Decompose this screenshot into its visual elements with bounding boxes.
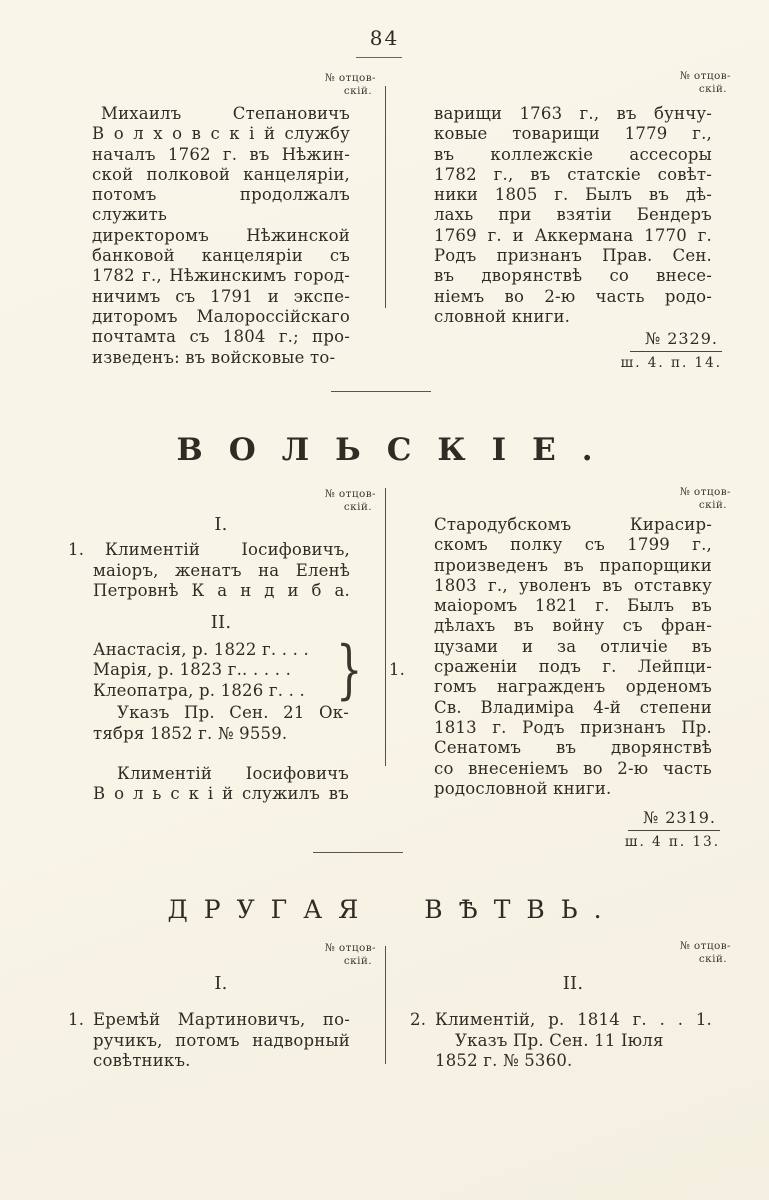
text-line: ручикъ, потомъ надворный (93, 1030, 350, 1050)
text-line: варищи 1763 г., въ бунчу- (434, 104, 712, 123)
col-header-right-1 (627, 70, 731, 95)
text-line: совѣтникъ. (93, 1050, 191, 1070)
text-line: банковой канцеляріи съ (92, 246, 350, 266)
text-line: скомъ полку съ 1799 г., (434, 535, 712, 555)
text-line: Еремѣй Мартиновичъ, по- (93, 1010, 350, 1030)
text-line: 1813 г. Родъ признанъ Пр. (434, 717, 712, 737)
text-line: началъ 1762 г. въ Нѣжин- (92, 144, 350, 164)
col-header-line1: № отцов- (324, 488, 376, 500)
text-line: Петровнѣ К а н д и б а. (93, 580, 350, 600)
text-line: Св. Владиміра 4-й степени (434, 697, 712, 717)
generation-heading-1: I. (214, 514, 228, 535)
person-number: 1. (68, 540, 85, 560)
text-line: 1769 г. и Аккермана 1770 г. (434, 225, 712, 245)
text-line: гомъ награжденъ орденомъ (434, 677, 712, 697)
volsky-left-column (68, 514, 406, 805)
record-number: № 2329. (644, 329, 718, 348)
text-line: Климентій Іосифовичъ, (105, 540, 350, 560)
text-line: въ коллежскіе ассесоры (434, 144, 712, 164)
generation-heading-II: II. (562, 973, 584, 994)
text-line: со внесеніемъ во 2-ю часть (434, 758, 712, 778)
record-code: ш. 4 п. 13. (624, 834, 720, 850)
col-header-left-2 (272, 488, 376, 513)
text-line: 1852 г. № 5360. (435, 1050, 573, 1070)
text-line: произведенъ въ прапорщики (434, 555, 712, 575)
person-text (93, 540, 350, 601)
person-number: 1. (68, 1010, 85, 1030)
person-entry-eremey (68, 1010, 350, 1071)
text-line: 1782 г., Нѣжинскимъ город- (92, 266, 350, 286)
brace-icon: } (336, 633, 363, 708)
generation-heading-2: II. (210, 612, 232, 634)
text-line: ской полковой канцеляріи, (92, 164, 350, 184)
col-header-line1: № отцов- (679, 486, 731, 498)
col-header-left-3 (272, 942, 376, 967)
col-header-line2: скій. (698, 952, 727, 965)
text-line: Стародубскомъ Кирасир- (434, 515, 712, 534)
text-line: ковые товарищи 1779 г., (434, 124, 712, 144)
text-line: лахь при взятіи Бендеръ (434, 205, 712, 225)
text-line: Климентій, р. 1814 г. . . 1. (435, 1010, 712, 1030)
branch-heading: ДРУГАЯ ВѢТВЬ. (167, 895, 618, 924)
text-line: родословной книги. (434, 778, 612, 798)
record-number: № 2319. (642, 808, 716, 827)
text-line: ники 1805 г. Былъ въ дѣ- (434, 185, 712, 205)
text-line: тября 1852 г. № 9559. (93, 723, 288, 743)
family-heading-volskie: ВОЛЬСКІЕ. (176, 432, 619, 468)
section-divider-rule-1 (331, 391, 431, 392)
text-line: Анастасія, р. 1822 г. . . . (93, 640, 310, 660)
col-header-left-1 (272, 72, 376, 97)
page-number-rule (356, 57, 402, 58)
text-line: почтамта съ 1804 г.; про- (92, 327, 350, 347)
page-number: 84 (369, 26, 400, 50)
col-header-line2: скій. (698, 82, 727, 95)
person-number: 2. (410, 1010, 427, 1030)
paragraph-volkhovsky-right (434, 104, 712, 327)
text-line: цузами и за отличіе въ (434, 636, 712, 656)
text-line: въ дворянствѣ со внесе- (434, 266, 712, 286)
text-line: маіоромъ 1821 г. Былъ въ (434, 596, 712, 616)
text-line: ніемъ во 2-ю часть родо- (434, 286, 712, 306)
branch-left-column (68, 974, 350, 1071)
father-reference: 1. (388, 660, 406, 680)
col-header-right-3 (627, 940, 731, 965)
col-header-line2: скій. (343, 954, 372, 967)
record-ref-2319 (596, 808, 720, 850)
text-line: 1782 г., въ статскіе совѣт- (434, 164, 712, 184)
person-text (93, 1010, 350, 1071)
paragraph-volsky-right (434, 515, 712, 799)
text-line: потомъ продолжалъ служить (92, 185, 350, 225)
decree-text (93, 703, 349, 744)
record-code: ш. 4. п. 14. (620, 355, 722, 371)
text-line: дѣлахъ въ войну съ фран- (434, 616, 712, 636)
col-header-line2: скій. (698, 498, 727, 511)
text-line: ничимъ съ 1791 и экспе- (92, 286, 350, 306)
paragraph-volkhovsky-left (92, 104, 350, 368)
text-line: Михаилъ Степановичъ (101, 104, 350, 123)
text-line: Сенатомъ въ дворянствѣ (434, 738, 712, 758)
column-divider-3 (385, 946, 386, 1064)
paragraph-volsky-left (93, 764, 349, 805)
text-line: 1803 г., уволенъ въ отставку (434, 575, 712, 595)
col-header-line1: № отцов- (324, 72, 376, 84)
column-divider-1 (385, 86, 386, 308)
text-line: В о л х о в с к і й службу (92, 124, 350, 144)
text-line: Указъ Пр. Сен. 21 Ок- (117, 703, 349, 723)
text-line: словной книги. (434, 306, 571, 326)
text-line: директоромъ Нѣжинской (92, 225, 350, 245)
children-list-row (93, 633, 406, 708)
text-line: Климентій Іосифовичъ (117, 764, 349, 784)
text-line: маіоръ, женатъ на Еленѣ (93, 560, 350, 580)
text-line: сраженіи подъ г. Лейпци- (434, 657, 712, 677)
col-header-line2: скій. (343, 84, 372, 97)
person-entry-klimenty-2 (410, 1010, 712, 1071)
text-line: Указъ Пр. Сен. 11 Іюля (455, 1030, 664, 1050)
section-divider-rule-2 (313, 852, 403, 853)
text-line: Клеопатра, р. 1826 г. . . (93, 680, 305, 700)
children-names (93, 640, 336, 701)
col-header-line2: скій. (343, 500, 372, 513)
record-ref-2329 (598, 329, 722, 371)
branch-right-column (410, 974, 712, 1071)
col-header-line1: № отцов- (679, 70, 731, 82)
text-line: Марія, р. 1823 г.. . . . . (93, 660, 292, 680)
col-header-line1: № отцов- (679, 940, 731, 952)
column-divider-2 (385, 488, 386, 766)
text-line: изведенъ: въ войсковые то- (92, 347, 336, 367)
text-line: Родъ признанъ Прав. Сен. (434, 246, 712, 266)
text-line: В о л ь с к і й служилъ въ (93, 784, 349, 804)
person-entry-klimenty (68, 540, 350, 601)
person-text (435, 1010, 712, 1071)
text-line: диторомъ Малороссійскаго (92, 306, 350, 326)
generation-heading-I: I. (214, 973, 228, 994)
col-header-right-2 (627, 486, 731, 511)
col-header-line1: № отцов- (324, 942, 376, 954)
